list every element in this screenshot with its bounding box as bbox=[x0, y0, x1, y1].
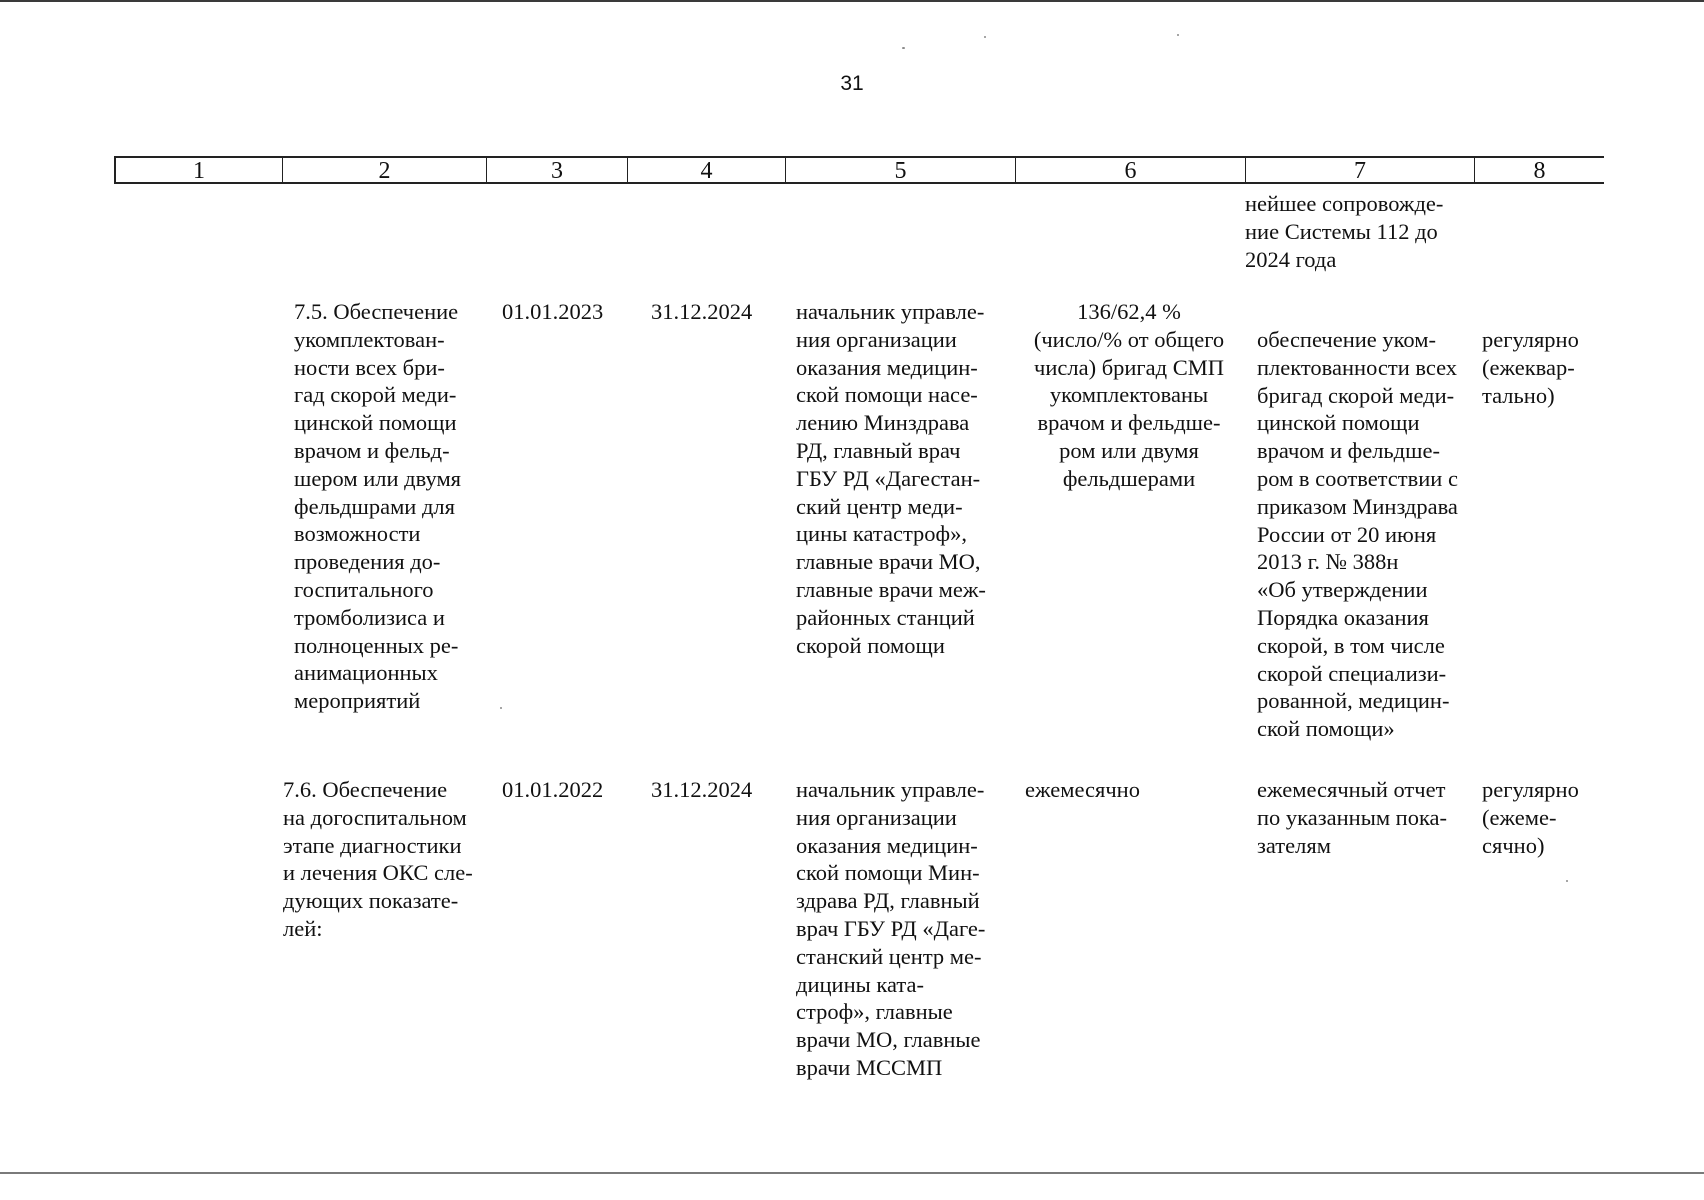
row-7-5-indicator: 136/62,4 % (число/% от общего числа) бригад СМП укомплектованы врачом и фельдше- ром или двумя фельдшерами bbox=[1033, 299, 1225, 491]
table-header-row bbox=[114, 156, 1604, 184]
page-number: 31 bbox=[840, 72, 864, 95]
row-7-6-start-date: 01.01.2022 bbox=[502, 777, 604, 802]
row-7-6-frequency: регулярно (ежеме- сячно) bbox=[1482, 777, 1579, 858]
row-7-5-task: 7.5. Обеспечение укомплектован- ности всех бри- гад скорой меди- цинской помощи врачом и фельд- шером или двумя фельдшрами для возможности проведения до- госпитального тромболизиса и полноценных ре- анимационных мероприятий bbox=[294, 299, 462, 714]
table-header-cell: 5 bbox=[785, 158, 1015, 182]
row-7-5-end-date: 31.12.2024 bbox=[651, 299, 753, 324]
table-header-cell: 8 bbox=[1474, 158, 1604, 182]
scan-edge-top bbox=[0, 0, 1704, 2]
table-header-cell: 6 bbox=[1015, 158, 1245, 182]
scan-edge-bottom bbox=[0, 1172, 1704, 1174]
table-header-cell: 3 bbox=[486, 158, 627, 182]
row-7-6-indicator: ежемесячно bbox=[1025, 777, 1140, 802]
row-7-6-end-date: 31.12.2024 bbox=[651, 777, 753, 802]
scan-speck bbox=[500, 707, 502, 709]
scan-speck bbox=[984, 36, 986, 38]
scan-speck bbox=[902, 47, 905, 49]
continuation-cell-col7: нейшее сопровожде- ние Системы 112 до 2024 года bbox=[1245, 191, 1444, 272]
row-7-6-task: 7.6. Обеспечение на догоспитальном этапе диагностики и лечения ОКС сле- дующих показате- лей: bbox=[283, 777, 473, 941]
row-7-6-result: ежемесячный отчет по указанным пока- зателям bbox=[1257, 777, 1448, 858]
table-header-cell: 7 bbox=[1245, 158, 1474, 182]
row-7-5-start-date: 01.01.2023 bbox=[502, 299, 604, 324]
row-7-5-frequency: регулярно (ежеквар- тально) bbox=[1482, 327, 1579, 408]
table-header-cell: 4 bbox=[627, 158, 785, 182]
scan-speck bbox=[1177, 34, 1179, 36]
row-7-6-responsible: начальник управле- ния организации оказания медицин- ской помощи Мин- здрава РД, главный врач ГБУ РД «Даге- станский центр ме- дицины ката- строф», главные врачи МО, главные врачи МССМП bbox=[796, 777, 986, 1080]
table-header-cell: 2 bbox=[282, 158, 486, 182]
row-7-5-result: обеспечение уком- плектованности всех бригад скорой меди- цинской помощи врачом и фельдше- ром в соответствии с приказом Минздрава России от 20 июня 2013 г. № 388н «Об утверждении Порядка оказания скорой, в том числе скорой специализи- рованной, медицин- ской помощи» bbox=[1257, 327, 1458, 742]
scan-speck bbox=[1566, 880, 1568, 882]
table-header-cell: 1 bbox=[114, 158, 282, 182]
row-7-5-responsible: начальник управле- ния организации оказания медицин- ской помощи насе- лению Минздрава РД, главный врач ГБУ РД «Дагестан- ский центр меди- цины катастроф», главные врачи МО, главные врачи меж- районных станций скорой помощи bbox=[796, 299, 986, 658]
